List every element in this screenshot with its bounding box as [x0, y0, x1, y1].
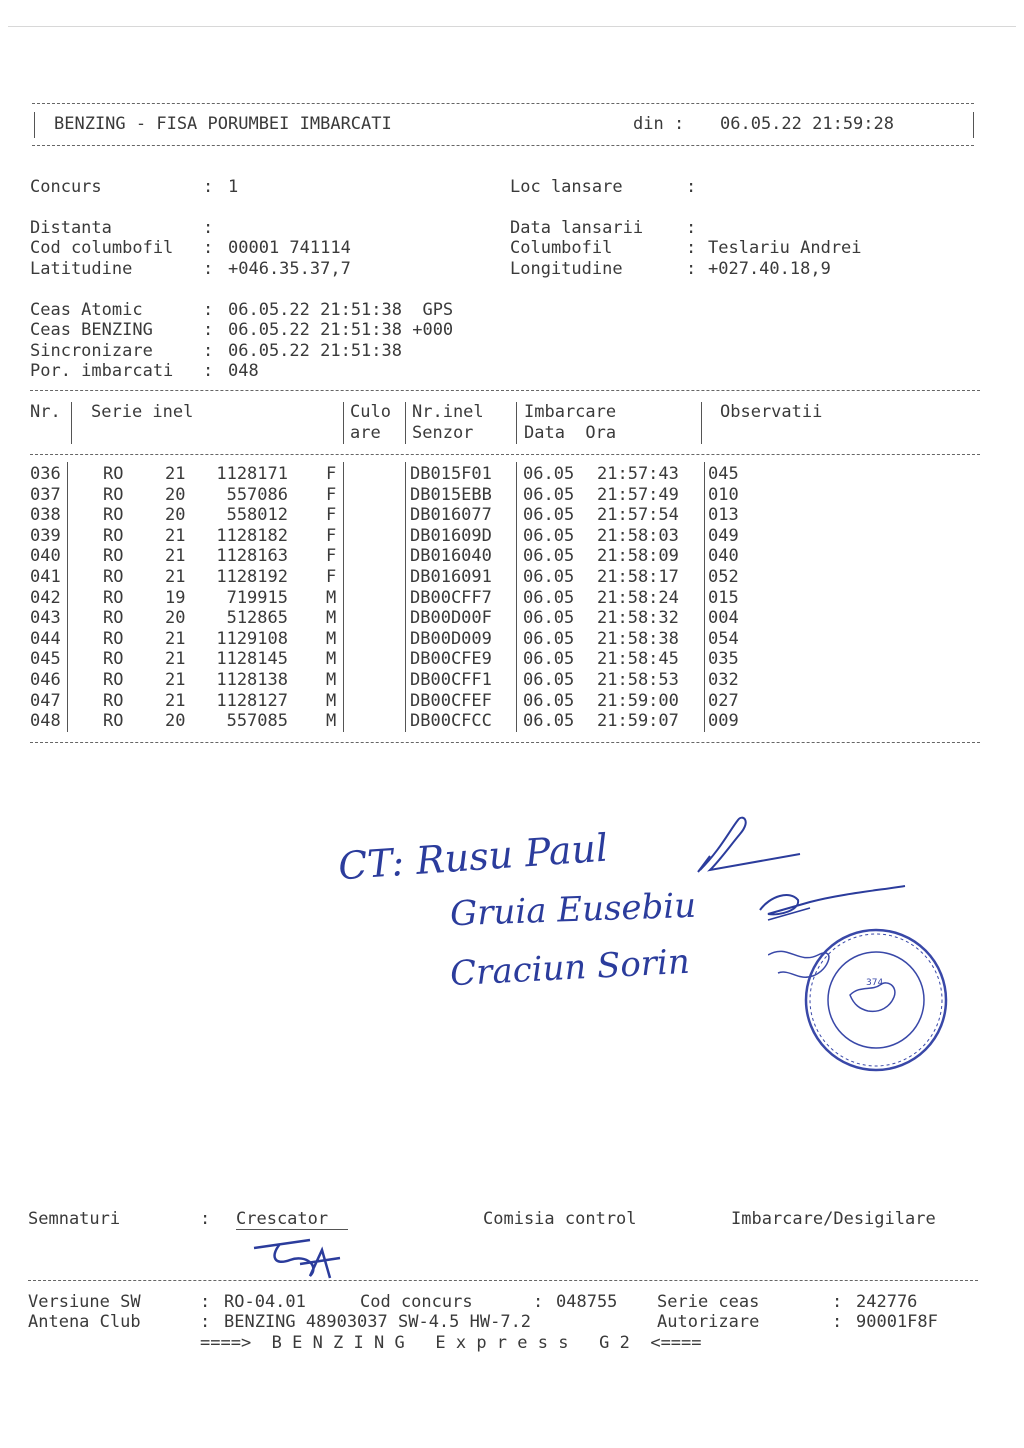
- por-imbarcati-label: Por. imbarcati: [30, 361, 174, 381]
- crescator-signature: [250, 1236, 350, 1282]
- cell-an: 21: [165, 464, 186, 484]
- loc-lansare-colon: :: [686, 177, 697, 197]
- cell-nr: 036: [30, 464, 61, 484]
- cell-data: 06.05: [523, 628, 575, 649]
- cell-data: 06.05: [523, 546, 575, 567]
- cell-ora: 21:59:07: [597, 711, 679, 732]
- ceas-benzing-colon: :: [203, 320, 214, 340]
- antena-label: Antena Club: [28, 1312, 141, 1332]
- cell-senzor: DB015EBB: [410, 484, 492, 505]
- table-bottom-border: [30, 742, 980, 743]
- cell-data: 06.05: [523, 484, 575, 505]
- crescator-underline: [236, 1229, 348, 1230]
- latitudine-colon: :: [203, 259, 214, 279]
- cell-ora: 21:58:03: [597, 525, 679, 546]
- cell-observatii: 015: [708, 587, 739, 608]
- header-imbarcare-1: Imbarcare: [524, 402, 617, 422]
- table-top-border: [30, 390, 980, 391]
- cell-observatii: 009: [708, 711, 739, 732]
- cell-observatii: 040: [708, 546, 739, 567]
- cell-an: 19: [165, 587, 186, 608]
- cell-an: 21: [165, 525, 186, 546]
- versiune-value: RO-04.01: [224, 1292, 306, 1312]
- columbofil-label: Columbofil: [510, 238, 613, 258]
- col-divider: [343, 402, 344, 444]
- sincronizare-colon: :: [203, 341, 214, 361]
- cell-nr: 037: [30, 484, 61, 505]
- cell-senzor: DB00D00F: [410, 608, 492, 629]
- cell-observatii: 010: [708, 484, 739, 505]
- cell-an: 21: [165, 567, 186, 587]
- header-left-border: [34, 112, 35, 138]
- cell-inel: 1128171: [216, 464, 288, 484]
- cell-inel: 557085: [226, 711, 288, 732]
- page-top-edge: [8, 26, 1016, 27]
- latitudine-label: Latitudine: [30, 259, 133, 279]
- data-lansarii-colon: :: [686, 218, 697, 238]
- ceas-atomic-value: 06.05.22 21:51:38 GPS: [228, 300, 454, 320]
- handwritten-line-1: CT: Rusu Paul: [336, 825, 610, 889]
- concurs-colon: :: [203, 177, 214, 197]
- imbarcare-desigilare-label: Imbarcare/Desigilare: [731, 1209, 936, 1229]
- cell-senzor: DB00CFEF: [410, 690, 492, 711]
- cell-ora: 21:59:00: [597, 690, 679, 711]
- cell-an: 20: [165, 484, 186, 505]
- cell-inel: 1128192: [216, 567, 288, 587]
- cell-tara: RO: [103, 505, 124, 526]
- cell-an: 20: [165, 608, 186, 629]
- cell-ora: 21:57:43: [597, 464, 679, 484]
- data-lansarii-label: Data lansarii: [510, 218, 644, 238]
- autorizare-label: Autorizare: [657, 1312, 760, 1332]
- cell-inel: 1128145: [216, 649, 288, 670]
- loc-lansare-label: Loc lansare: [510, 177, 623, 197]
- header-date-value: 06.05.22 21:59:28: [720, 114, 894, 134]
- semnaturi-colon: :: [200, 1209, 211, 1229]
- cell-an: 21: [165, 628, 186, 649]
- cell-an: 20: [165, 711, 186, 732]
- cell-tara: RO: [103, 690, 124, 711]
- cod-concurs-label: Cod concurs: [360, 1292, 473, 1312]
- antena-colon: :: [200, 1312, 211, 1332]
- versiune-label: Versiune SW: [28, 1292, 141, 1312]
- cell-senzor: DB00CFE9: [410, 649, 492, 670]
- cell-observatii: 004: [708, 608, 739, 629]
- stamp-number: 374: [866, 978, 884, 988]
- cell-tara: RO: [103, 649, 124, 670]
- cell-ora: 21:58:45: [597, 649, 679, 670]
- cell-nr: 047: [30, 690, 61, 711]
- por-imbarcati-colon: :: [203, 361, 214, 381]
- cell-sex: F: [326, 567, 337, 587]
- concurs-value: 1: [228, 177, 239, 197]
- cell-nr: 039: [30, 525, 61, 546]
- cod-columbofil-value: 00001 741114: [228, 238, 351, 258]
- benzing-express-line: ====> B E N Z I N G E x p r e s s G 2 <====: [200, 1333, 702, 1353]
- cell-sex: F: [326, 505, 337, 526]
- cell-senzor: DB00CFF7: [410, 587, 492, 608]
- columbofil-colon: :: [686, 238, 697, 258]
- cell-sex: M: [326, 649, 337, 670]
- cell-observatii: 045: [708, 464, 739, 484]
- cod-columbofil-label: Cod columbofil: [30, 238, 174, 258]
- ceas-benzing-value: 06.05.22 21:51:38 +000: [228, 320, 454, 340]
- cell-data: 06.05: [523, 505, 575, 526]
- cell-sex: M: [326, 608, 337, 629]
- header-title: BENZING - FISA PORUMBEI IMBARCATI: [54, 114, 392, 134]
- cell-ora: 21:58:17: [597, 567, 679, 587]
- header-serie: Serie inel: [91, 402, 194, 422]
- cell-sex: F: [326, 464, 337, 484]
- header-culoare-1: Culo: [350, 402, 391, 422]
- footer-separator: [28, 1280, 978, 1281]
- cell-tara: RO: [103, 484, 124, 505]
- header-bottom-border: [32, 145, 974, 146]
- cell-nr: 046: [30, 670, 61, 690]
- header-nrinel-2: Senzor: [412, 423, 474, 443]
- longitudine-label: Longitudine: [510, 259, 623, 279]
- longitudine-value: +027.40.18,9: [708, 259, 831, 279]
- cell-ora: 21:57:49: [597, 484, 679, 505]
- cell-sex: F: [326, 546, 337, 567]
- cell-observatii: 032: [708, 670, 739, 690]
- cell-sex: F: [326, 525, 337, 546]
- cell-an: 21: [165, 690, 186, 711]
- sincronizare-value: 06.05.22 21:51:38: [228, 341, 402, 361]
- cell-senzor: DB00CFCC: [410, 711, 492, 732]
- cell-sex: M: [326, 711, 337, 732]
- cell-senzor: DB016091: [410, 567, 492, 587]
- longitudine-colon: :: [686, 259, 697, 279]
- col-divider: [405, 402, 406, 444]
- antena-value: BENZING 48903037 SW-4.5 HW-7.2: [224, 1312, 532, 1332]
- autorizare-colon: :: [832, 1312, 843, 1332]
- cell-data: 06.05: [523, 649, 575, 670]
- header-culoare-2: are: [350, 423, 381, 443]
- cell-observatii: 035: [708, 649, 739, 670]
- cell-an: 21: [165, 670, 186, 690]
- cell-inel: 719915: [226, 587, 288, 608]
- cell-data: 06.05: [523, 567, 575, 587]
- cell-data: 06.05: [523, 464, 575, 484]
- signature-marks: [680, 810, 920, 940]
- comisia-control-label: Comisia control: [483, 1209, 637, 1229]
- col-divider: [405, 462, 406, 732]
- serie-ceas-colon: :: [832, 1292, 843, 1312]
- cell-sex: M: [326, 628, 337, 649]
- handwritten-line-2: Gruia Eusebiu: [449, 885, 697, 935]
- cell-data: 06.05: [523, 608, 575, 629]
- association-stamp: [768, 925, 958, 1075]
- cell-tara: RO: [103, 587, 124, 608]
- concurs-label: Concurs: [30, 177, 102, 197]
- semnaturi-label: Semnaturi: [28, 1209, 121, 1229]
- header-imbarcare-2: Data Ora: [524, 423, 617, 443]
- col-divider: [67, 462, 68, 732]
- cell-ora: 21:58:32: [597, 608, 679, 629]
- col-divider: [343, 462, 344, 732]
- cell-senzor: DB01609D: [410, 525, 492, 546]
- cell-nr: 044: [30, 628, 61, 649]
- cell-tara: RO: [103, 711, 124, 732]
- cell-ora: 21:58:53: [597, 670, 679, 690]
- cell-data: 06.05: [523, 525, 575, 546]
- cell-observatii: 049: [708, 525, 739, 546]
- por-imbarcati-value: 048: [228, 361, 259, 381]
- cell-observatii: 052: [708, 567, 739, 587]
- ceas-atomic-colon: :: [203, 300, 214, 320]
- cell-inel: 512865: [226, 608, 288, 629]
- cell-tara: RO: [103, 464, 124, 484]
- cell-nr: 041: [30, 567, 61, 587]
- cell-senzor: DB016077: [410, 505, 492, 526]
- ceas-benzing-label: Ceas BENZING: [30, 320, 153, 340]
- col-divider: [516, 462, 517, 732]
- serie-ceas-value: 242776: [856, 1292, 918, 1312]
- header-observatii: Observatii: [720, 402, 823, 422]
- cell-inel: 1128163: [216, 546, 288, 567]
- header-date-label: din :: [633, 114, 685, 134]
- cell-an: 21: [165, 649, 186, 670]
- header-nrinel-1: Nr.inel: [412, 402, 484, 422]
- cell-tara: RO: [103, 546, 124, 567]
- cell-senzor: DB00D009: [410, 628, 492, 649]
- crescator-label: Crescator: [236, 1209, 329, 1229]
- cell-ora: 21:58:09: [597, 546, 679, 567]
- cod-concurs-value: 048755: [556, 1292, 618, 1312]
- autorizare-value: 90001F8F: [856, 1312, 938, 1332]
- header-right-border: [973, 112, 974, 138]
- cell-tara: RO: [103, 567, 124, 587]
- distanta-label: Distanta: [30, 218, 112, 238]
- col-divider: [701, 402, 702, 444]
- sincronizare-label: Sincronizare: [30, 341, 153, 361]
- cell-nr: 043: [30, 608, 61, 629]
- cod-columbofil-colon: :: [203, 238, 214, 258]
- cell-nr: 038: [30, 505, 61, 526]
- cell-senzor: DB015F01: [410, 464, 492, 484]
- cell-data: 06.05: [523, 690, 575, 711]
- col-divider: [516, 402, 517, 444]
- cell-senzor: DB00CFF1: [410, 670, 492, 690]
- cell-senzor: DB016040: [410, 546, 492, 567]
- cell-an: 21: [165, 546, 186, 567]
- cell-inel: 558012: [226, 505, 288, 526]
- cell-inel: 1128138: [216, 670, 288, 690]
- col-divider: [71, 402, 72, 444]
- cell-tara: RO: [103, 525, 124, 546]
- versiune-colon: :: [200, 1292, 211, 1312]
- cell-tara: RO: [103, 670, 124, 690]
- cell-nr: 048: [30, 711, 61, 732]
- cell-ora: 21:58:24: [597, 587, 679, 608]
- handwritten-line-3: Craciun Sorin: [449, 941, 691, 995]
- cell-nr: 042: [30, 587, 61, 608]
- cell-nr: 040: [30, 546, 61, 567]
- ceas-atomic-label: Ceas Atomic: [30, 300, 143, 320]
- cell-sex: M: [326, 670, 337, 690]
- distanta-colon: :: [203, 218, 214, 238]
- table-header-separator: [30, 454, 980, 455]
- cell-inel: 1129108: [216, 628, 288, 649]
- cell-sex: M: [326, 690, 337, 711]
- cell-observatii: 013: [708, 505, 739, 526]
- cell-data: 06.05: [523, 670, 575, 690]
- cell-inel: 1128182: [216, 525, 288, 546]
- cell-observatii: 027: [708, 690, 739, 711]
- serie-ceas-label: Serie ceas: [657, 1292, 760, 1312]
- cell-inel: 1128127: [216, 690, 288, 711]
- cell-tara: RO: [103, 608, 124, 629]
- col-divider: [704, 462, 705, 732]
- cell-ora: 21:57:54: [597, 505, 679, 526]
- latitudine-value: +046.35.37,7: [228, 259, 351, 279]
- cell-ora: 21:58:38: [597, 628, 679, 649]
- cell-sex: F: [326, 484, 337, 505]
- header-nr: Nr.: [30, 402, 61, 422]
- cell-nr: 045: [30, 649, 61, 670]
- cell-an: 20: [165, 505, 186, 526]
- columbofil-value: Teslariu Andrei: [708, 238, 862, 258]
- cell-tara: RO: [103, 628, 124, 649]
- cell-sex: M: [326, 587, 337, 608]
- header-top-border: [32, 103, 974, 104]
- cod-concurs-colon: :: [533, 1292, 544, 1312]
- cell-inel: 557086: [226, 484, 288, 505]
- cell-data: 06.05: [523, 711, 575, 732]
- cell-observatii: 054: [708, 628, 739, 649]
- cell-data: 06.05: [523, 587, 575, 608]
